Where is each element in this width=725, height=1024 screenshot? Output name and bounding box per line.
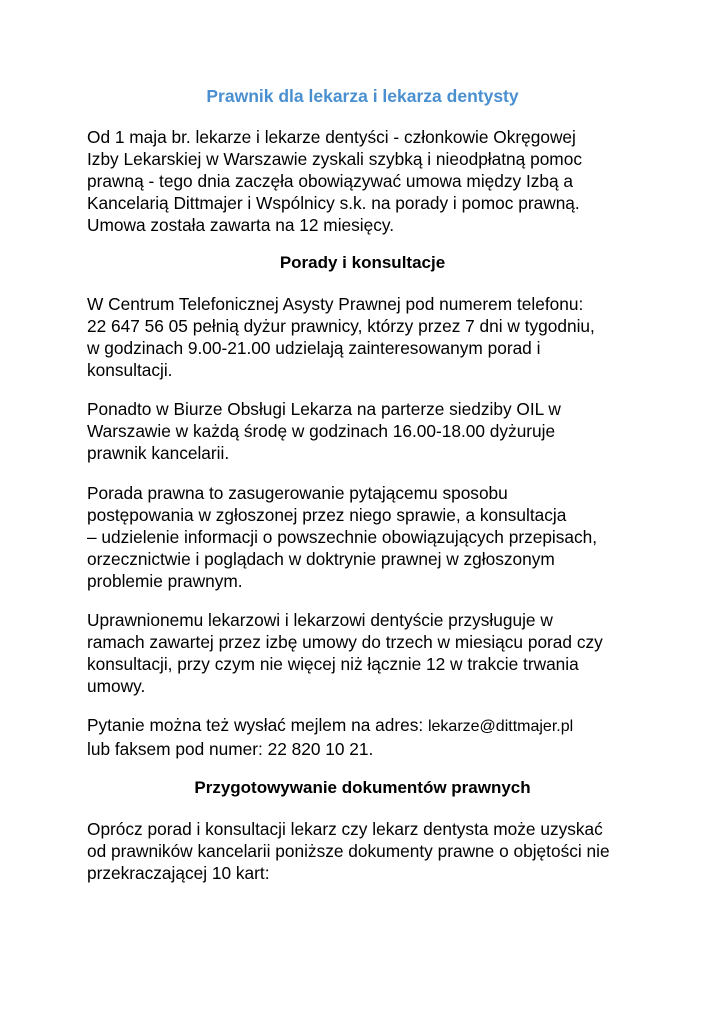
text-line: od prawników kancelarii poniższe dokumenty prawne o objętości nie — [87, 841, 610, 861]
fax-line: lub faksem pod numer: 22 820 10 21. — [87, 739, 374, 759]
text-line: Izby Lekarskiej w Warszawie zyskali szybką i nieodpłatną pomoc — [87, 149, 582, 169]
text-line: Umowa została zawarta na 12 miesięcy. — [87, 215, 395, 235]
email-address[interactable]: lekarze@dittmajer.pl — [427, 718, 574, 735]
text-line: w godzinach 9.00-21.00 udzielają zainteresowanym porad i — [87, 338, 541, 358]
text-line: Kancelarią Dittmajer i Wspólnicy s.k. na porady i pomoc prawną. — [87, 193, 580, 213]
document-title: Prawnik dla lekarza i lekarza dentysty — [206, 86, 519, 106]
definition-paragraph — [87, 482, 687, 592]
contact-paragraph — [87, 714, 687, 760]
intro-paragraph — [87, 126, 687, 236]
text-line: Od 1 maja br. lekarze i lekarze dentyści - członkowie Okręgowej — [87, 127, 576, 147]
documents-paragraph — [87, 818, 687, 884]
text-line: Ponadto w Biurze Obsługi Lekarza na parterze siedziby OIL w — [87, 399, 561, 419]
text-line: problemie prawnym. — [87, 571, 243, 591]
text-line: umowy. — [87, 676, 146, 696]
text-line: Porada prawna to zasugerowanie pytającemu sposobu — [87, 483, 508, 503]
text-line: – udzielenie informacji o powszechnie obowiązujących przepisach, — [87, 527, 598, 547]
office-paragraph — [87, 398, 687, 464]
text-line: W Centrum Telefonicznej Asysty Prawnej pod numerem telefonu: — [87, 294, 584, 314]
text-line: konsultacji. — [87, 360, 173, 380]
text-line: 22 647 56 05 pełnią dyżur prawnicy, którzy przez 7 dni w tygodniu, — [87, 316, 595, 336]
text-line: konsultacji, przy czym nie więcej niż łącznie 12 w trakcie trwania — [87, 654, 579, 674]
section-heading-documents: Przygotowywanie dokumentów prawnych — [194, 778, 531, 797]
text-line: przekraczającej 10 kart: — [87, 863, 270, 883]
text-line: Oprócz porad i konsultacji lekarz czy lekarz dentysta może uzyskać — [87, 819, 603, 839]
text-line: ramach zawartej przez izbę umowy do trzech w miesiącu porad czy — [87, 632, 603, 652]
text-line: postępowania w zgłoszonej przez niego sprawie, a konsultacja — [87, 505, 567, 525]
text-line — [87, 714, 687, 738]
text-line: prawną - tego dnia zaczęła obowiązywać umowa między Izbą a — [87, 171, 574, 191]
text-line: Warszawie w każdą środę w godzinach 16.00-18.00 dyżuruje — [87, 421, 556, 441]
text-line: Uprawnionemu lekarzowi i lekarzowi dentyście przysługuje w — [87, 610, 553, 630]
contact-text: Pytanie można też wysłać mejlem na adres: — [87, 715, 428, 735]
text-line: orzecznictwie i poglądach w doktrynie prawnej w zgłoszonym — [87, 549, 555, 569]
text-line: prawnik kancelarii. — [87, 443, 230, 463]
phone-paragraph — [87, 293, 687, 381]
section-heading-consultations: Porady i konsultacje — [279, 253, 446, 272]
entitlement-paragraph — [87, 609, 687, 697]
